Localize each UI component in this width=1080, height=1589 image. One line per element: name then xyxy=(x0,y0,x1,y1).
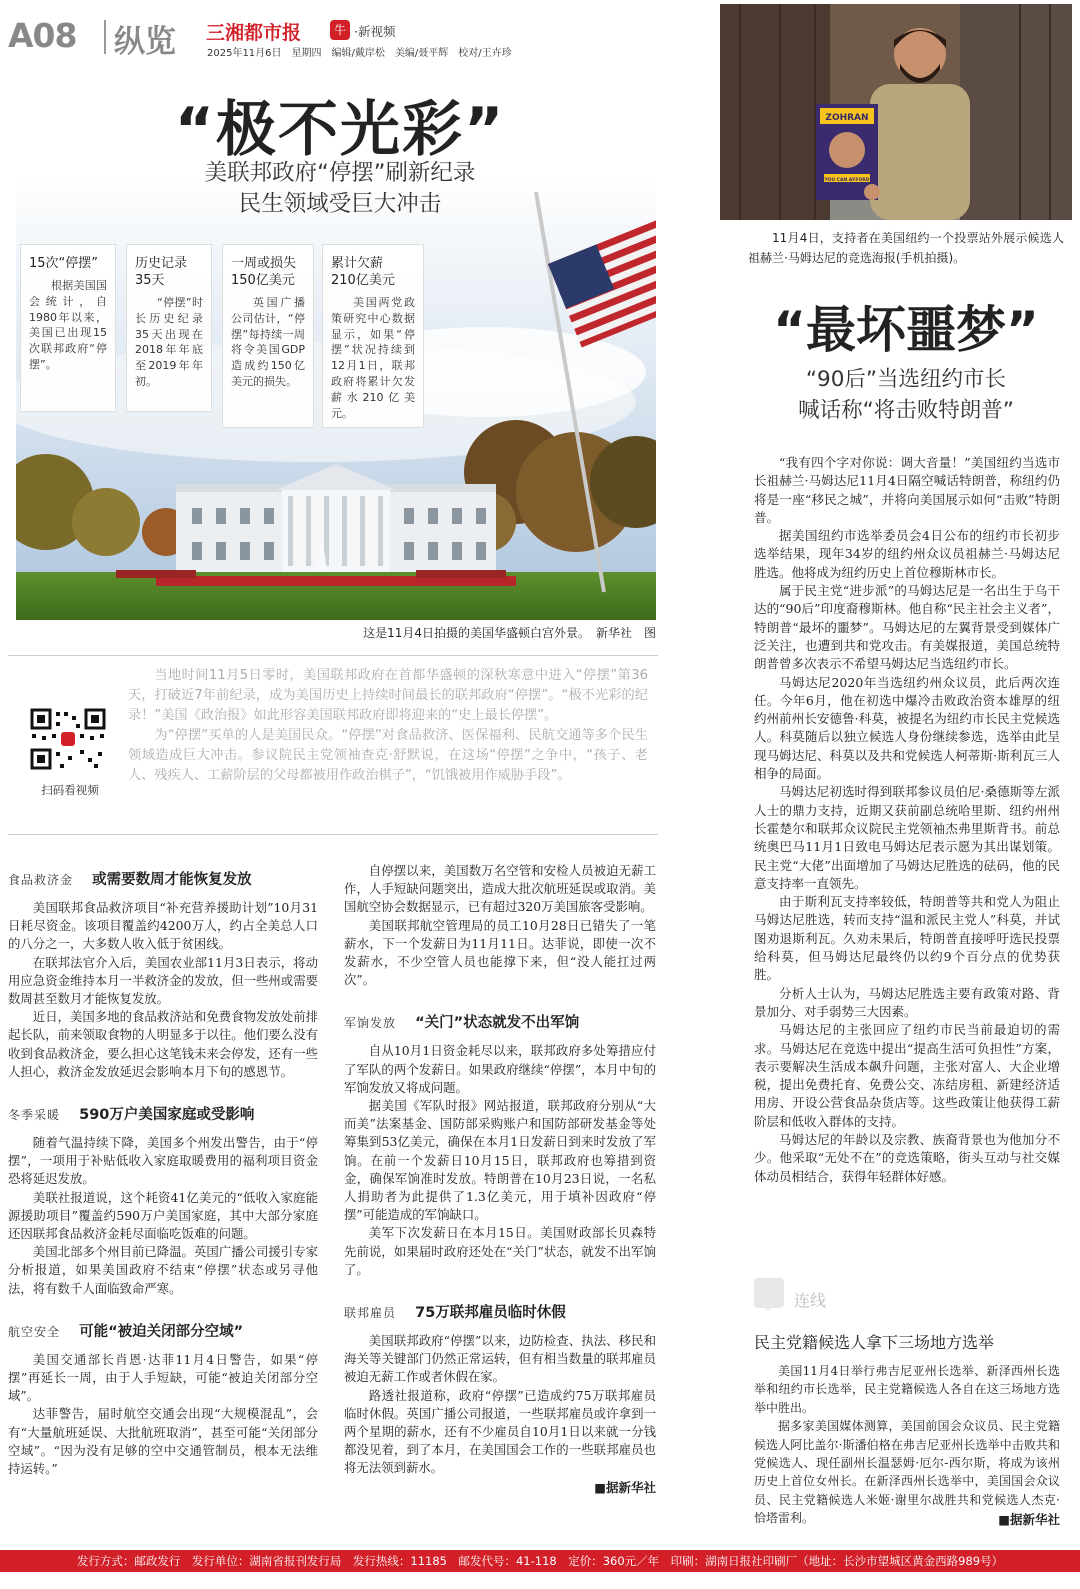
body-paragraph: 美国联邦食品救济项目“补充营养援助计划”10月31日耗尽资金。该项目覆盖约4200万人，约占全美总人口的八分之一，大多数人收入低于贫困线。 xyxy=(8,900,318,952)
subhead-kicker: 航空安全 xyxy=(8,1324,61,1339)
related-title: 民主党籍候选人拿下三场地方选举 xyxy=(754,1333,995,1352)
publication-footer: 发行方式：邮政发行 发行单位：湖南省报刊发行局 发行热线：11185 邮发代号：41-118 定价：360元／年 印刷：湖南日报社印刷厂（地址：长沙市望城区黄金西路989号） xyxy=(0,1550,1080,1572)
newspaper-name: 三湘都市报 xyxy=(206,22,302,44)
body-paragraph: 马姆达尼的主张回应了纽约市民当前最迫切的需求。马姆达尼在竞选中提出“提高生活可负担性”方案，表示要解决生活成本飙升问题，主张对富人、大企业增税，提出免费托育、免费公交、冻结房租、新建经济适用房、开设公营食品杂货店等。这些政策让他获得工薪阶层和低收入群体的支持。 xyxy=(754,1022,1060,1129)
body-paragraph: 马姆达尼的年龄以及宗教、族裔背景也为他加分不少。他采取“无处不在”的竞选策略，街头互动与社交媒体动员相结合，获得年轻群体好感。 xyxy=(754,1131,1060,1184)
nyc-article-body xyxy=(754,454,1060,1186)
page-number: A08 xyxy=(8,16,77,55)
subhead-heating xyxy=(8,1103,318,1124)
issue-info: 2025年11月6日 星期四 编辑/戴岸松 美编/聂平辉 校对/王卉珍 xyxy=(207,48,512,59)
related-body xyxy=(754,1362,1060,1528)
body-paragraph: 马姆达尼初选时得到联邦参议员伯尼·桑德斯等左派人士的鼎力支持，近期又获前副总统哈里斯、纽约州州长霍楚尔和联邦众议院民主党领袖杰弗里斯背书。前总统奥巴马11月1日致电马姆达尼表示愿为其出谋划策。民主党“大佬”出面增加了马姆达尼胜选的砝码，他的民意支持率一直领先。 xyxy=(754,784,1060,891)
body-paragraph: 路透社报道称，政府“停摆”已造成约75万联邦雇员临时休假。英国广播公司报道，一些联邦雇员或许拿到一两个星期的薪水，还有不少雇员自10月1日以来就一分钱都没见着，到了本月，在美国国会工作的一些联邦雇员也将无法领到薪水。 xyxy=(344,1387,656,1476)
section-title: 纵览 xyxy=(114,24,176,60)
masthead xyxy=(8,10,713,60)
nyc-subhead xyxy=(740,364,1072,426)
subhead-title: 590万户美国家庭或受影响 xyxy=(79,1107,255,1124)
body-paragraph: 在联邦法官介入后，美国农业部11月3日表示，将动用应急资金维持本月一半救济金的发放，但一些州或需要数周甚至数月才能恢复发放。 xyxy=(8,954,318,1007)
article-column-b xyxy=(344,862,656,1496)
body-paragraph: 由于斯利瓦支持率较低，特朗普等共和党人为阻止马姆达尼胜选，转而支持“温和派民主党人”科莫，并试图劝退斯利瓦。久劝未果后，特朗普直接呼吁选民投票给科莫，但马姆达尼最终仍以约9个百分点的优势获胜。 xyxy=(754,894,1060,983)
feature-headline: “极不光彩” xyxy=(174,95,506,165)
body-paragraph: 美国联邦政府“停摆”以来，边防检查、执法、移民和海关等关键部门仍然正常运转，但有相当数量的联邦雇员被迫无薪工作或者休假在家。 xyxy=(344,1333,656,1385)
body-paragraph: 属于民主党“进步派”的马姆达尼是一名出生于乌干达的“90后”印度裔穆斯林。他自称“民主社会主义者”，特朗普“最坏的噩梦”。马姆达尼的左翼背景受到媒体广泛关注，也遭到共和党攻击。有美媒报道，美国总统特朗普曾多次表示不希望马姆达尼当选纽约市长。 xyxy=(754,583,1060,672)
supporter-photo xyxy=(720,4,1072,220)
stat-body: “停摆”时长历史纪录35天出现在2018年年底至2019年年初。 xyxy=(135,296,203,388)
subhead-kicker: 食品救济金 xyxy=(8,873,74,887)
header-divider xyxy=(104,20,106,54)
qr-label: 扫码看视频 xyxy=(41,783,99,797)
subhead-food-aid xyxy=(8,868,318,889)
body-paragraph: 近日，美国多地的食品救济站和免费食物发放处前排起长队，前来领取食物的人明显多于以往。他们要么没有收到食品救济金，要么担心这笔钱未来会停发，还有一些人担心，救济金发放延迟会影响本月下旬的感恩节。 xyxy=(8,1009,318,1079)
stat-box-shutdown-count xyxy=(20,244,116,412)
body-paragraph: 据多家美国媒体测算，美国前国会众议员、民主党籍候选人阿比盖尔·斯潘伯格在弗吉尼亚州长选举中击败共和党候选人、现任副州长温瑟姆·厄尔-西尔斯，将成为该州历史上首位女州长。在新泽西州长选举中，美国国会众议员、民主党籍候选人米姬·谢里尔战胜共和党候选人杰克·恰塔雷利。 xyxy=(754,1419,1060,1526)
feature-subhead-line1: 美联邦政府“停摆”刷新纪录 xyxy=(204,160,476,186)
stat-body: 英国广播公司估计，“停摆”每持续一周将令美国GDP造成约150亿美元的损失。 xyxy=(231,296,305,388)
stat-title: 一周或损失 150亿美元 xyxy=(231,256,297,288)
stat-title: 历史记录 35天 xyxy=(135,256,188,288)
stat-title: 累计欠薪 210亿美元 xyxy=(331,256,395,288)
stat-box-unpaid-wages xyxy=(322,244,424,428)
body-paragraph: 美联社报道说，这个耗资41亿美元的“低收入家庭能源援助项目”覆盖约590万户美国家庭，其中大部分家庭还因联邦食品救济金耗尽面临吃饭难的问题。 xyxy=(8,1189,318,1242)
lead-box xyxy=(8,655,658,835)
body-paragraph: 美国交通部长肖恩·达菲11月4日警告，如果“停摆”再延长一周，由于人手短缺，可能“被迫关闭部分空域”。 xyxy=(8,1351,318,1404)
supporter-photo-caption: 11月4日，支持者在美国纽约一个投票站外展示候选人祖赫兰·马姆达尼的竞选海报(手机拍摄)。 xyxy=(748,231,1064,265)
body-paragraph: 美国联邦航空管理局的员工10月28日已错失了一笔薪水，下一个发薪日为11月11日。达菲说，即使一次不发薪水，不少空管人员也能撑下来，但“没人能扛过两次”。 xyxy=(344,917,656,988)
article-column-a xyxy=(8,862,318,1478)
nyc-subhead-line1: “90后”当选纽约市长 xyxy=(805,367,1007,392)
lead-text xyxy=(128,666,648,786)
qr-code[interactable] xyxy=(28,708,108,770)
body-paragraph: 自停摆以来，美国数万名空管和安检人员被迫无薪工作，人手短缺问题突出，造成大批次航班延误或取消。美国航空协会数据显示，已有超过320万美国旅客受影响。 xyxy=(344,863,656,915)
lead-paragraph: 为“停摆”买单的人是美国民众。“停摆”对食品救济、医保福利、民航交通等多个民生领域造成巨大冲击。参议院民主党领袖查克·舒默说，在这场“停摆”之争中，“孩子、老人、残疾人、工薪阶层的父母都被用作政治棋子”，“饥饿被用作威胁手段”。 xyxy=(128,728,648,783)
body-paragraph: 随着气温持续下降，美国多个州发出警告，由于“停摆”，一项用于补贴低收入家庭取暖费用的福利项目资金恐将延迟发放。 xyxy=(8,1135,318,1187)
subhead-military-pay xyxy=(344,1011,656,1032)
stat-box-record xyxy=(126,244,212,412)
stat-box-weekly-loss xyxy=(222,244,314,428)
body-paragraph: 自从10月1日资金耗尽以来，联邦政府多处筹措应付了军队的两个发薪日。如果政府继续“停摆”，本月中旬的军饷发放又将成问题。 xyxy=(344,1043,656,1095)
body-paragraph: 据美国纽约市选举委员会4日公布的纽约市长初步选举结果，现年34岁的纽约州众议员祖赫兰·马姆达尼胜选。他将成为纽约历史上首位穆斯林市长。 xyxy=(754,528,1060,580)
body-paragraph: 美军下次发薪日在本月15日。美国财政部长贝森特先前说，如果届时政府还处在“关门”状态，就发不出军饷了。 xyxy=(344,1225,656,1277)
subhead-kicker: 冬季采暖 xyxy=(8,1108,61,1123)
new-video-logo-icon: 牛 xyxy=(330,20,350,40)
feature-subhead-line2: 民生领域受巨大冲击 xyxy=(238,191,442,217)
subhead-title: 可能“被迫关闭部分空域” xyxy=(79,1323,244,1340)
body-paragraph: 达菲警告，届时航空交通会出现“大规模混乱”，会有“大量航班延误、大批航班取消”，甚至可能“关闭部分空域”。“因为没有足够的空中交通管制员，根本无法维持运转。” xyxy=(8,1406,318,1477)
subhead-federal-employees xyxy=(344,1301,656,1322)
body-paragraph: 据美国《军队时报》网站报道，联邦政府分别从“大而美”法案基金、国防部采购账户和国防部研发基金等处筹集到53亿美元，确保在本月1日发薪日到来时发放了军饷。在前一个发薪日10月15日，联邦政府也筹措到资金，确保军饷准时发放。特朗普在10月23日说，一名私人捐助者为此提供了1.3亿美元，用于填补因政府“停摆”可能造成的军饷缺口。 xyxy=(344,1098,656,1223)
stat-body: 美国两党政策研究中心数据显示，如果“停摆”状况持续到12月1日，联邦政府将累计欠发薪水210亿美元。 xyxy=(331,296,415,420)
nyc-subhead-line2: 喊话称“将击败特朗普” xyxy=(798,398,1014,423)
speech-bubble-icon xyxy=(754,1278,784,1308)
photo-caption: 这是11月4日拍摄的美国华盛顿白宫外景。 新华社 图 xyxy=(363,626,656,640)
stat-body: 根据美国国会统计，自1980年以来，美国已出现15次联邦政府“停摆”。 xyxy=(29,279,107,371)
article-source: ■据新华社 xyxy=(594,1479,656,1495)
poster-name: ZOHRAN xyxy=(825,113,869,123)
subhead-title: 75万联邦雇员临时休假 xyxy=(415,1305,566,1322)
nyc-headline: “最坏噩梦” xyxy=(773,301,1039,359)
subhead-title: “关门”状态就发不出军饷 xyxy=(415,1015,580,1032)
related-label: 连线 xyxy=(794,1291,827,1310)
subhead-kicker: 联邦雇员 xyxy=(344,1306,397,1321)
new-video-logo-text: ·新视频 xyxy=(354,24,396,39)
body-paragraph: “我有四个字对你说：调大音量！”美国纽约当选市长祖赫兰·马姆达尼11月4日隔空喊话特朗普，称纽约仍将是一座“移民之城”，并将向美国展示如何“击败”特朗普。 xyxy=(754,455,1060,525)
poster-slogan: YOU CAN AFFORD xyxy=(824,178,870,183)
feature-subhead xyxy=(140,158,540,220)
related-source: ■据新华社 xyxy=(998,1511,1060,1527)
body-paragraph: 马姆达尼2020年当选纽约州众议员，此后两次连任。今年6月，他在初选中爆冷击败政治资本雄厚的纽约州前州长安德鲁·科莫，被提名为纽约市长民主党候选人。科莫随后以独立候选人身份继续参选，选举由此呈现马姆达尼、科莫以及共和党候选人柯蒂斯·斯利瓦三人相争的局面。 xyxy=(754,674,1060,782)
lead-paragraph: 当地时间11月5日零时，美国联邦政府在首都华盛顿的深秋寒意中进入“停摆”第36天，打破近7年前纪录，成为美国历史上持续时间最长的联邦政府“停摆”。“极不光彩的纪录！”美国《政治报》如此形容美国联邦政府即将迎来的“史上最长停摆”。 xyxy=(128,668,648,723)
body-paragraph: 美国北部多个州目前已降温。英国广播公司援引专家分析报道，如果美国政府不结束“停摆”状态或另寻他法，将有数千人面临致命严寒。 xyxy=(8,1244,318,1296)
subhead-aviation xyxy=(8,1320,318,1341)
body-paragraph: 分析人士认为，马姆达尼胜选主要有政策对路、背景加分、对手弱势三大因素。 xyxy=(754,985,1060,1019)
body-paragraph: 美国11月4日举行弗吉尼亚州长选举、新泽西州长选举和纽约市长选举，民主党籍候选人各自在这三场地方选举中胜出。 xyxy=(754,1364,1060,1415)
stat-title: 15次“停摆” xyxy=(29,256,99,271)
subhead-kicker: 军饷发放 xyxy=(344,1016,397,1031)
subhead-title: 或需要数周才能恢复发放 xyxy=(92,872,252,888)
